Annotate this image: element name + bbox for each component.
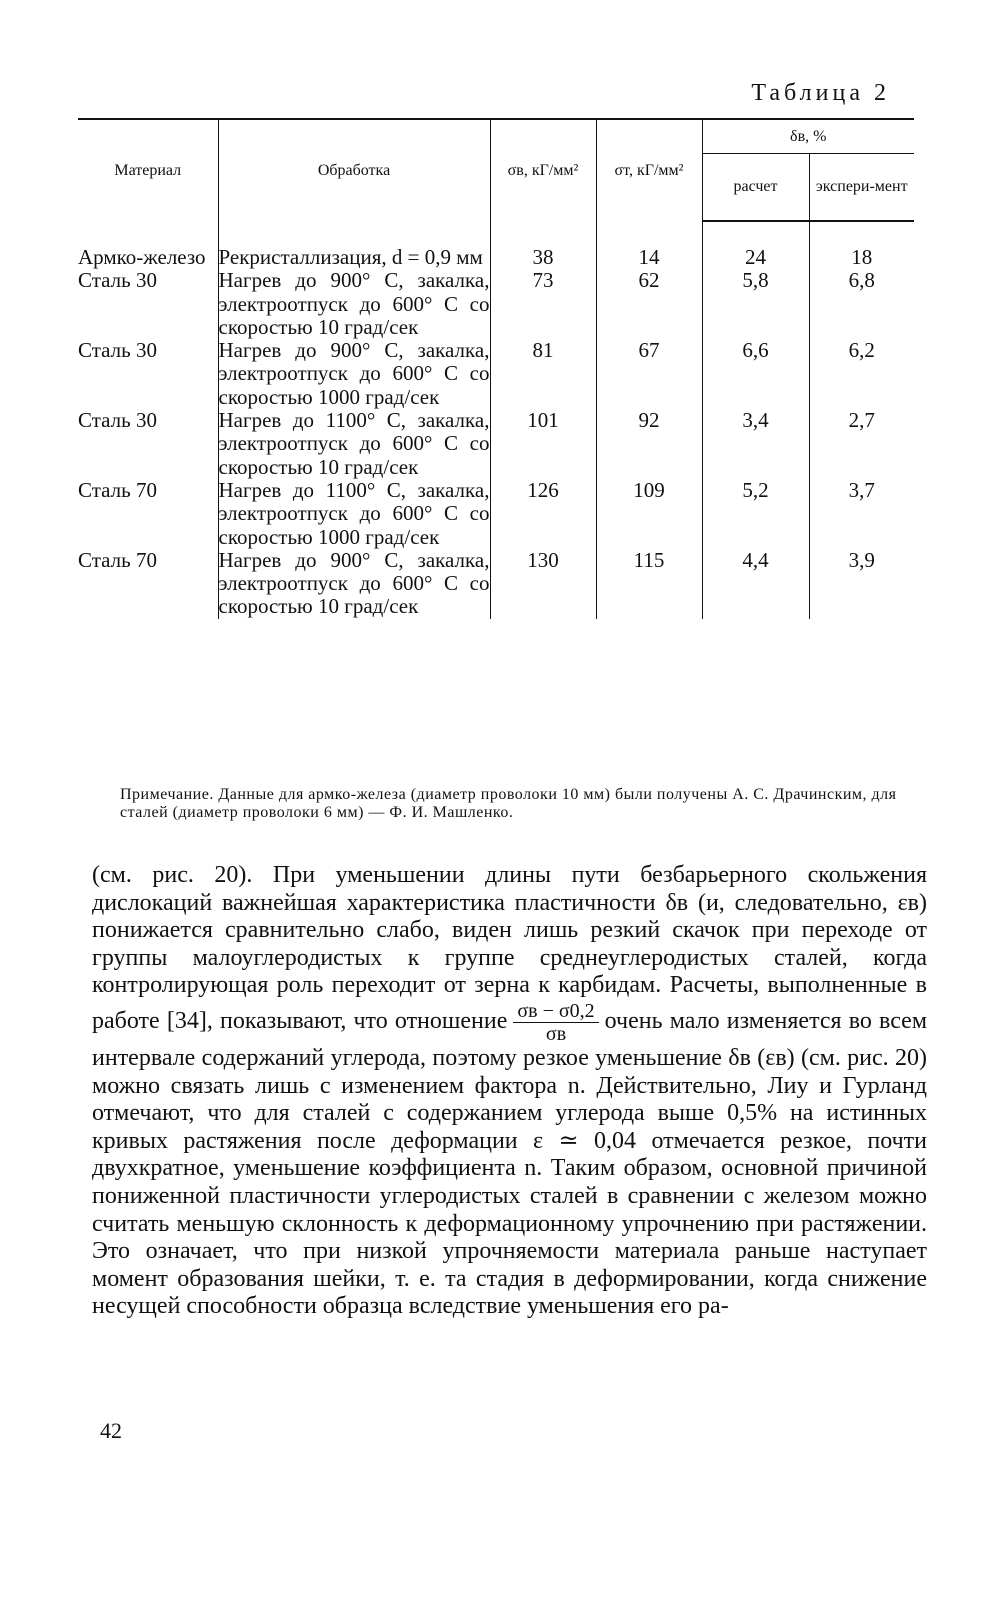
cell-experiment: 2,7	[848, 408, 875, 433]
cell-experiment: 3,9	[848, 547, 875, 572]
cell-calc: 5,2	[702, 479, 809, 549]
table-row	[78, 246, 914, 269]
table-row	[78, 549, 914, 619]
header-experiment: экспери-мент	[809, 153, 914, 221]
header-calc: расчет	[702, 153, 809, 221]
cell-experiment: 18	[851, 245, 873, 269]
cell-processing: Нагрев до 900° С, закалка, электроотпуск до 600° С со скоростью 10 град/сек	[218, 547, 490, 619]
cell-material: Сталь 30	[78, 409, 218, 479]
paragraph-part-1: (см. рис. 20). При уменьшении длины пути безбарьерного скольжения дислокаций важнейшая характеристика пластичности δв (и, следовательно, εв) понижается сравнительно слабо, виден лишь резкий скачок при переходе от группы малоуглеродистых к группе среднеуглеродистых сталей, когда контролирующая роль переходит от зерна к карбидам. Расчеты, выполненные в работе [34], показывают, что отношение	[92, 862, 927, 1034]
cell-experiment: 3,7	[848, 477, 875, 502]
cell-material: Сталь 30	[78, 269, 218, 339]
cell-sigma-b: 38	[490, 246, 596, 269]
header-sigma-t: σт, кГ/мм²	[596, 119, 702, 221]
cell-material: Армко-железо	[78, 246, 218, 269]
cell-sigma-t: 92	[596, 409, 702, 479]
cell-processing: Нагрев до 900° С, закалка, электроотпуск до 600° С со скоростью 10 град/сек	[218, 268, 490, 339]
cell-material: Сталь 30	[78, 339, 218, 409]
header-material: Материал	[78, 119, 218, 221]
fraction-numerator: σв − σ0,2	[513, 1000, 598, 1023]
cell-sigma-b: 101	[490, 409, 596, 479]
table-caption: Таблица 2	[751, 80, 890, 106]
table-row	[78, 409, 914, 479]
cell-calc: 5,8	[702, 269, 809, 339]
cell-calc: 24	[702, 246, 809, 269]
header-sigma-b: σв, кГ/мм²	[490, 119, 596, 221]
cell-sigma-b: 81	[490, 339, 596, 409]
cell-sigma-b: 130	[490, 549, 596, 619]
cell-sigma-t: 67	[596, 339, 702, 409]
cell-sigma-t: 115	[596, 549, 702, 619]
cell-experiment: 6,2	[848, 338, 875, 363]
table-note: Примечание. Данные для армко-железа (диаметр проволоки 10 мм) были получены А. С. Драчинским, для сталей (диаметр проволоки 6 мм) — Ф. И. Машленко.	[120, 786, 897, 821]
header-delta-b: δв, %	[702, 119, 914, 153]
cell-calc: 6,6	[702, 339, 809, 409]
cell-processing: Нагрев до 900° С, закалка, электроотпуск до 600° С со скоростью 1000 град/сек	[218, 338, 490, 409]
ratio-fraction	[513, 1000, 598, 1045]
cell-sigma-b: 126	[490, 479, 596, 549]
cell-sigma-t: 109	[596, 479, 702, 549]
cell-processing: Нагрев до 1100° С, закалка, электроотпуск до 600° С со скоростью 1000 град/сек	[218, 477, 490, 549]
cell-sigma-t: 62	[596, 269, 702, 339]
cell-experiment: 6,8	[848, 268, 875, 293]
fraction-denominator: σв	[545, 1022, 567, 1045]
page-number: 42	[100, 1418, 122, 1443]
cell-sigma-t: 14	[596, 246, 702, 269]
cell-calc: 4,4	[702, 549, 809, 619]
table-row	[78, 269, 914, 339]
body-text	[92, 862, 927, 1321]
properties-table	[78, 118, 914, 619]
cell-processing: Нагрев до 1100° С, закалка, электроотпуск до 600° С со скоростью 10 град/сек	[218, 408, 490, 479]
table-row	[78, 339, 914, 409]
header-processing: Обработка	[218, 119, 490, 221]
cell-calc: 3,4	[702, 409, 809, 479]
cell-processing: Рекристаллизация, d = 0,9 мм	[218, 246, 490, 269]
table-row	[78, 479, 914, 549]
cell-material: Сталь 70	[78, 479, 218, 549]
cell-material: Сталь 70	[78, 549, 218, 619]
cell-sigma-b: 73	[490, 269, 596, 339]
paragraph-part-2: очень мало изменяется во всем интервале содержаний углерода, поэтому резкое уменьшение δв (εв) (см. рис. 20) можно связать лишь с изменением фактора n. Действительно, Лиу и Гурланд отмечают, что для сталей с содержанием углерода выше 0,5% на истинных кривых растяжения после деформации ε ≃ 0,04 отмечается резкое, почти двухкратное, уменьшение коэффициента n. Таким образом, основной причиной пониженной пластичности углеродистых сталей в сравнении с железом можно считать меньшую склонность к деформационному упрочнению при растяжении. Это означает, что при низкой упрочняемости материала раньше наступает момент образования шейки, т. е. та стадия в деформировании, когда снижение несущей способности образца вследствие уменьшения его ра-	[92, 1007, 928, 1320]
